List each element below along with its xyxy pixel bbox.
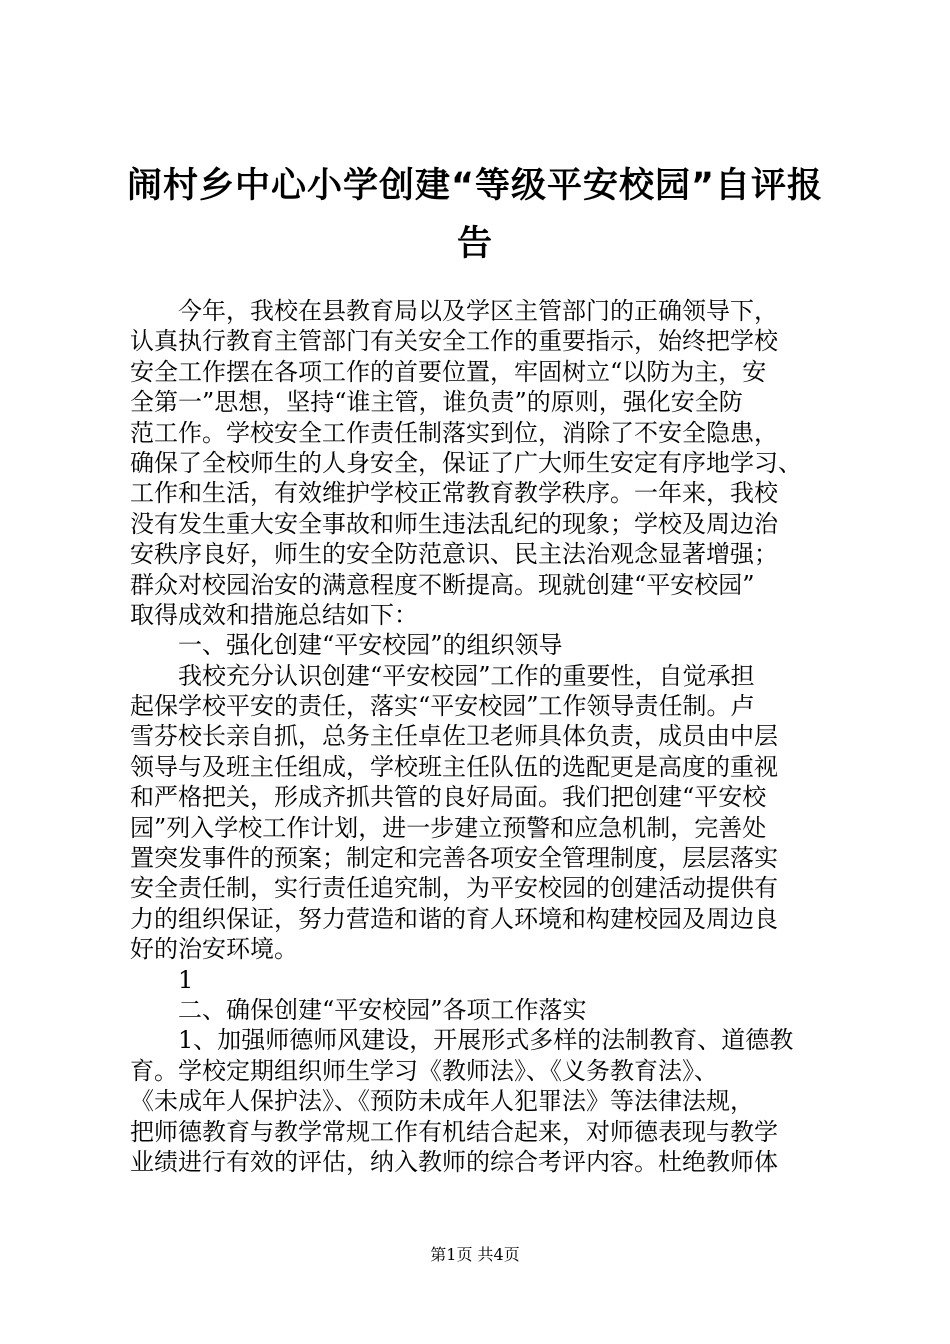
section-heading: 一、强化创建“平安校园”的组织领导 xyxy=(178,631,563,660)
paragraph-line: 范工作。学校安全工作责任制落实到位，消除了不安全隐患， xyxy=(130,418,778,447)
title-line: 告 xyxy=(456,224,493,264)
paragraph-line: 确保了全校师生的人身安全，保证了广大师生安定有序地学习、 xyxy=(130,448,802,477)
paragraph-line: 工作和生活，有效维护学校正常教育教学秩序。一年来，我校 xyxy=(130,479,778,508)
paragraph-line: 雪芬校长亲自抓，总务主任卓佐卫老师具体负责，成员由中层 xyxy=(130,722,778,751)
paragraph-line: 好的治安环境。 xyxy=(130,935,298,964)
paragraph-line: 1、加强师德师风建设，开展形式多样的法制教育、道德教 xyxy=(178,1026,794,1055)
paragraph-line: 力的组织保证，努力营造和谐的育人环境和构建校园及周边良 xyxy=(130,904,778,933)
paragraph-line: 安全责任制，实行责任追究制，为平安校园的创建活动提供有 xyxy=(130,874,778,903)
paragraph-line: 取得成效和措施总结如下： xyxy=(130,600,418,629)
paragraph-line: 全第一”思想，坚持“谁主管，谁负责”的原则，强化安全防 xyxy=(130,388,743,417)
paragraph-line: 安全工作摆在各项工作的首要位置，牢固树立“以防为主，安 xyxy=(130,357,767,386)
paragraph-line: 园”列入学校工作计划，进一步建立预警和应急机制，完善处 xyxy=(130,813,767,842)
paragraph-line: 领导与及班主任组成，学校班主任队伍的选配更是高度的重视 xyxy=(130,752,778,781)
page-marker: 1 xyxy=(178,965,194,994)
paragraph-line: 置突发事件的预案；制定和完善各项安全管理制度，层层落实 xyxy=(130,844,778,873)
paragraph-line: 群众对校园治安的满意程度不断提高。现就创建“平安校园” xyxy=(130,570,755,599)
paragraph-line: 和严格把关，形成齐抓共管的良好局面。我们把创建“平安校 xyxy=(130,783,767,812)
paragraph-line: 今年，我校在县教育局以及学区主管部门的正确领导下， xyxy=(178,297,778,325)
paragraph-line: 《未成年人保护法》、《预防未成年人犯罪法》等法律法规， xyxy=(130,1087,754,1116)
paragraph-line: 我校充分认识创建“平安校园”工作的重要性，自觉承担 xyxy=(178,661,755,690)
paragraph-line: 认真执行教育主管部门有关安全工作的重要指示，始终把学校 xyxy=(130,327,778,356)
document-title xyxy=(120,163,830,267)
document-body xyxy=(130,296,830,1177)
page-footer: 第1页 共4页 xyxy=(430,1245,520,1264)
paragraph-line: 业绩进行有效的评估，纳入教师的综合考评内容。杜绝教师体 xyxy=(130,1147,778,1176)
paragraph-line: 没有发生重大安全事故和师生违法乱纪的现象；学校及周边治 xyxy=(130,509,778,538)
paragraph-line: 起保学校平安的责任，落实“平安校园”工作领导责任制。卢 xyxy=(130,692,755,721)
paragraph-line: 把师德教育与教学常规工作有机结合起来，对师德表现与教学 xyxy=(130,1117,778,1146)
title-line: 闹村乡中心小学创建“等级平安校园”自评报 xyxy=(126,166,823,206)
paragraph-line: 安秩序良好，师生的安全防范意识、民主法治观念显著增强； xyxy=(130,540,778,569)
section-heading: 二、确保创建“平安校园”各项工作落实 xyxy=(178,995,587,1024)
paragraph-line: 育。学校定期组织师生学习《教师法》、《义务教育法》、 xyxy=(130,1056,718,1085)
